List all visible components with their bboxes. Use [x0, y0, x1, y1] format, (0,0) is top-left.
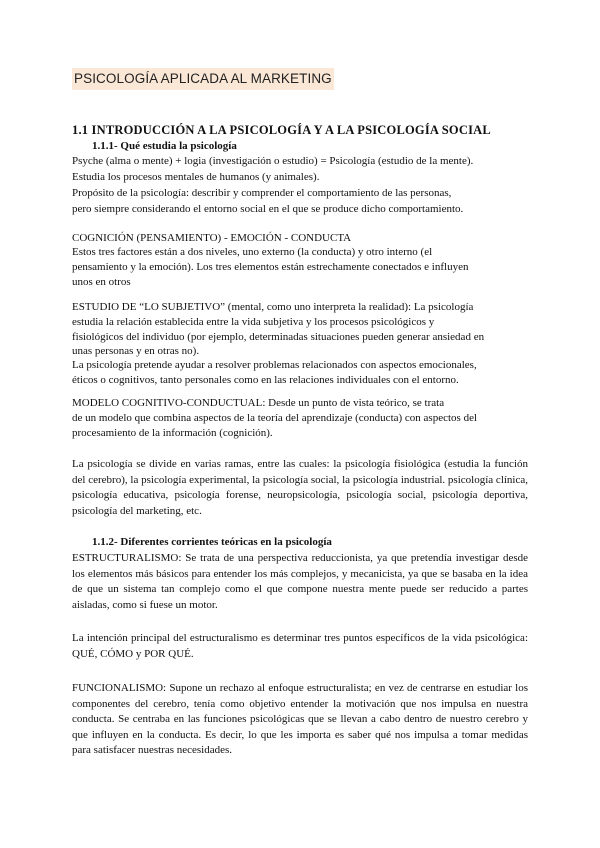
- text-line: ESTUDIO DE “LO SUBJETIVO” (mental, como uno interpreta la realidad): La psicología: [72, 301, 474, 313]
- text-line: unas personas y en otras no).: [72, 345, 200, 357]
- text-line: unos en otros: [72, 276, 131, 288]
- text-line: La psicología pretende ayudar a resolver problemas relacionados con aspectos emocionales,: [72, 359, 477, 371]
- text-line: pero siempre considerando el entorno social en el que se produce dicho comportamiento.: [72, 203, 464, 215]
- text-line: fisiológicos del individuo (por ejemplo, determinadas situaciones pueden generar ansiedad en: [72, 331, 485, 343]
- text-line: estudia la relación establecida entre la vida subjetiva y los procesos psicológicos y: [72, 316, 435, 328]
- document-title: PSICOLOGÍA APLICADA AL MARKETING: [72, 68, 334, 90]
- text-line: procesamiento de la información (cognición).: [72, 427, 273, 439]
- text-line: Estos tres factores están a dos niveles, uno externo (la conducta) y otro interno (el: [72, 246, 433, 258]
- text-line: éticos o cognitivos, tanto personales como en las relaciones individuales con el entorno.: [72, 374, 459, 386]
- cognicion-heading: COGNICIÓN (PENSAMIENTO) - EMOCIÓN - CONDUCTA: [72, 232, 352, 244]
- estructuralismo-paragraph: ESTRUCTURALISMO: Se trata de una perspectiva reduccionista, ya que pretendía investigar desde los elementos más básicos para entender los más complejos, y mecanicista, ya que se basaba en la idea de que un sistema tan complejo como el que compone nuestra mente puede ser reducido a partes aisladas, como si fuese un motor.: [72, 552, 528, 611]
- text-line: Estudia los procesos mentales de humanos (y animales).: [72, 171, 320, 183]
- subsection-heading-2: 1.1.2- Diferentes corrientes teóricas en la psicología: [92, 536, 332, 548]
- text-line: MODELO COGNITIVO-CONDUCTUAL: Desde un punto de vista teórico, se trata: [72, 397, 445, 409]
- section-heading: 1.1 INTRODUCCIÓN A LA PSICOLOGÍA Y A LA PSICOLOGÍA SOCIAL: [72, 123, 491, 137]
- text-line: Propósito de la psicología: describir y comprender el comportamiento de las personas,: [72, 187, 452, 199]
- funcionalismo-paragraph: FUNCIONALISMO: Supone un rechazo al enfoque estructuralista; en vez de centrarse en estudiar los componentes del cerebro, tenía como objetivo entender la motivación que nos impulsa en nuestra conducta. Se centraba en las funciones psicológicas que se llevan a cabo dentro de nuestro cerebro y que influyen en la conducta. Es decir, lo que les importa es saber qué nos impulsa a tomar medidas para satisfacer nuestras necesidades.: [72, 682, 528, 757]
- text-line: de un modelo que combina aspectos de la teoría del aprendizaje (conducta) con aspectos del: [72, 412, 478, 424]
- subsection-heading-1: 1.1.1- Qué estudia la psicología: [92, 140, 237, 152]
- intencion-paragraph: La intención principal del estructuralismo es determinar tres puntos específicos de la vida psicológica: QUÉ, CÓMO y POR QUÉ.: [72, 632, 528, 660]
- ramas-paragraph: La psicología se divide en varias ramas, entre las cuales: la psicología fisiológica (estudia la función del cerebro), la psicología experimental, la psicología social, la psicología industrial. psicología clínica, psicología educativa, psicología forense, neuropsicología, psicología social, psicología deportiva, psicología del marketing, etc.: [72, 458, 528, 517]
- text-line: pensamiento y la emoción). Los tres elementos están estrechamente conectados e influyen: [72, 261, 469, 273]
- text-line: Psyche (alma o mente) + logia (investigación o estudio) = Psicología (estudio de la mente).: [72, 155, 474, 167]
